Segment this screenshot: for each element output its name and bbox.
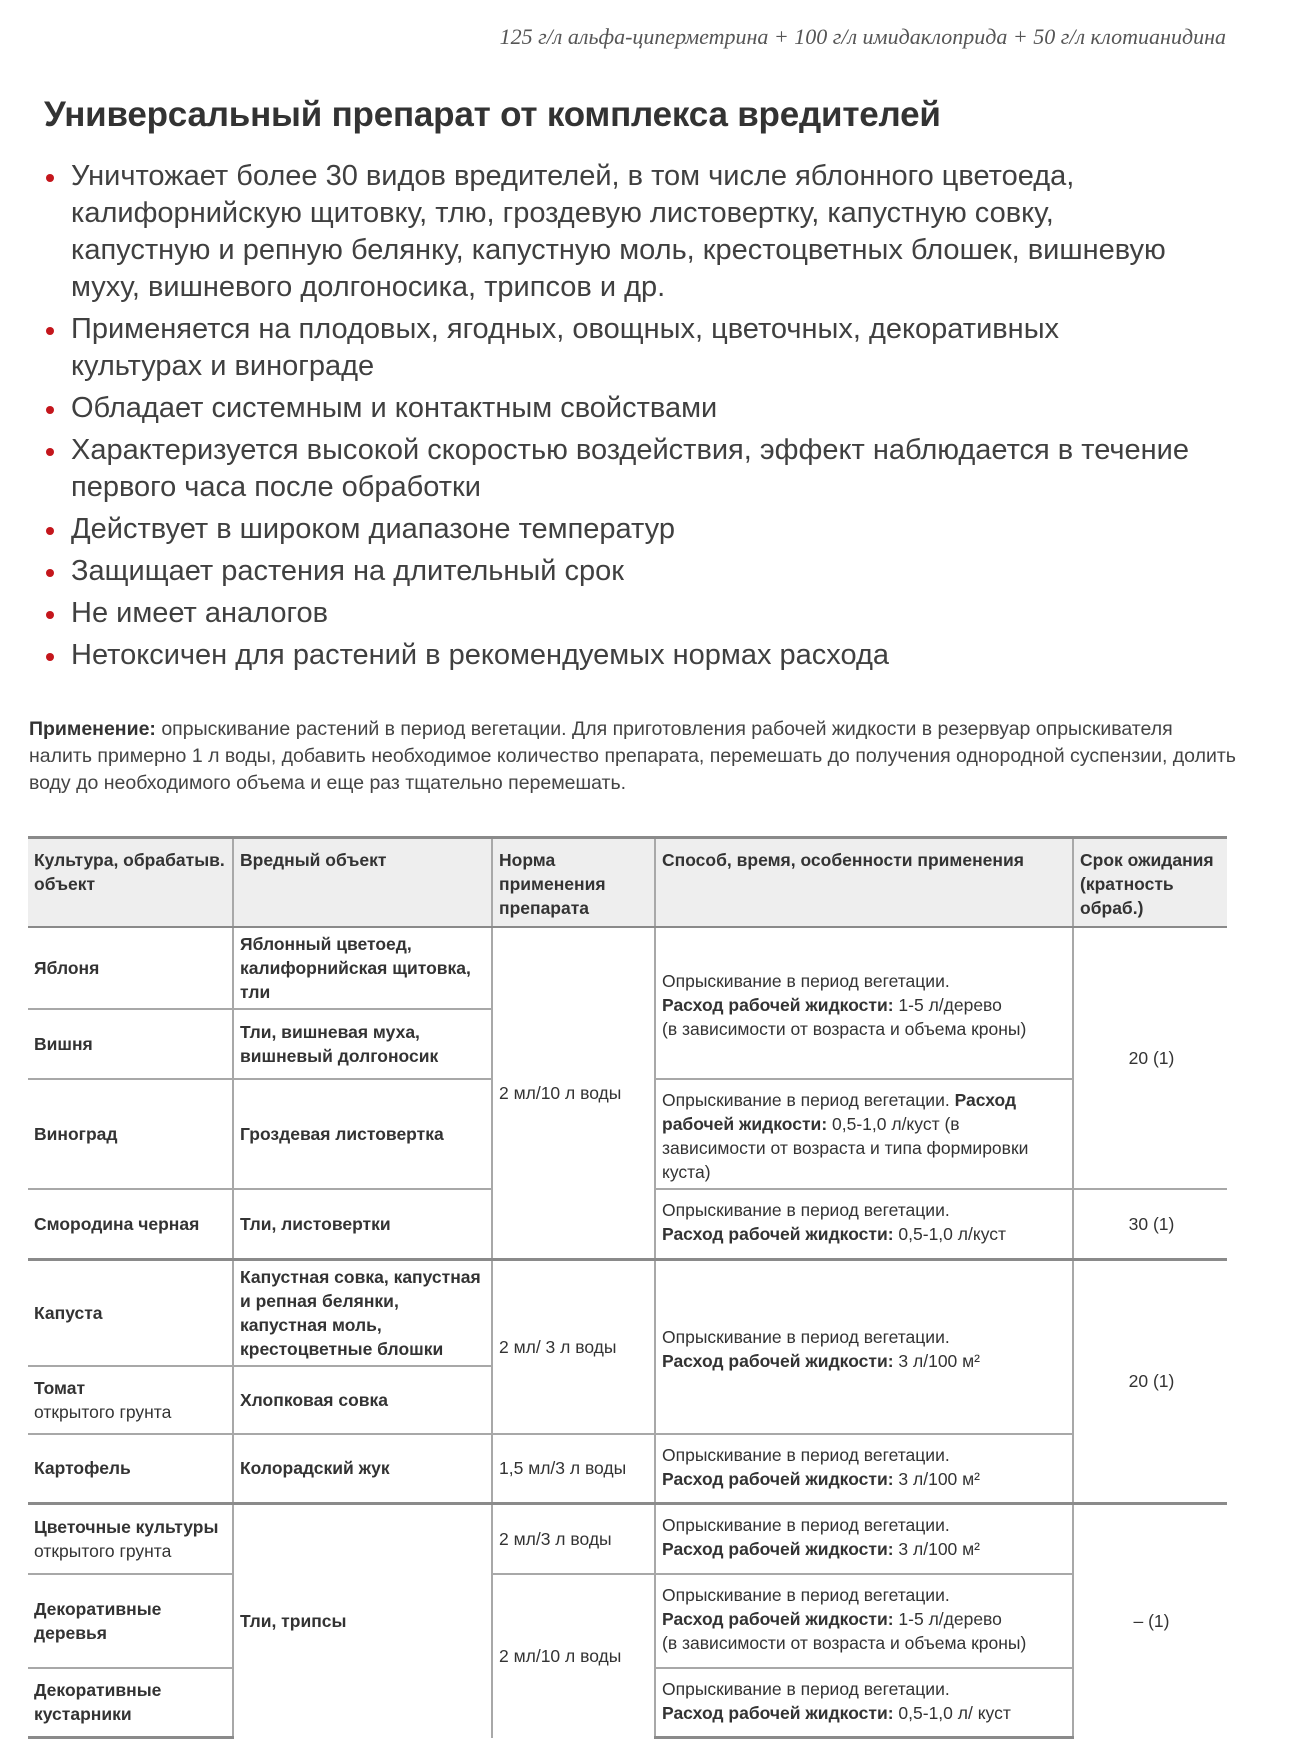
bullet-icon — [46, 174, 54, 182]
table-row — [28, 1434, 1227, 1504]
rate-cell: 1,5 мл/3 л воды — [492, 1434, 655, 1504]
bullet-icon — [46, 327, 54, 335]
pest-cell: Гроздевая листовертка — [233, 1079, 492, 1189]
rate-cell: 2 мл/10 л воды — [492, 1574, 655, 1738]
rate-cell: 2 мл/3 л воды — [492, 1504, 655, 1574]
header-rate: Норма применения препарата — [492, 838, 655, 928]
wait-cell: 30 (1) — [1073, 1189, 1227, 1259]
method-cell: Опрыскивание в период вегетации. Расход рабочей жидкости: 3 л/100 м² — [655, 1259, 1073, 1434]
bullet-icon — [46, 653, 54, 661]
crop-cell: Декоративные кустарники — [28, 1668, 233, 1738]
pest-cell: Тли, трипсы — [233, 1504, 492, 1738]
list-item: Применяется на плодовых, ягодных, овощных, цветочных, декоративных культурах и винограде — [44, 311, 1194, 385]
header-method: Способ, время, особенности применения — [655, 838, 1073, 928]
pest-cell: Колорадский жук — [233, 1434, 492, 1504]
rate-cell: 2 мл/10 л воды — [492, 927, 655, 1259]
bullet-icon — [46, 406, 54, 414]
table-row — [28, 1574, 1227, 1668]
wait-cell: – (1) — [1073, 1504, 1227, 1738]
crop-cell: Декоративные деревья — [28, 1574, 233, 1668]
crop-cell: Яблоня — [28, 927, 233, 1009]
list-item: Обладает системным и контактным свойствами — [44, 390, 1194, 427]
header-crop: Культура, обрабатыв. объект — [28, 838, 233, 928]
table-row — [28, 927, 1227, 1009]
wait-cell: 20 (1) — [1073, 927, 1227, 1189]
list-item: Характеризуется высокой скоростью воздействия, эффект наблюдается в течение первого часа после обработки — [44, 432, 1194, 506]
bullet-icon — [46, 448, 54, 456]
list-item: Нетоксичен для растений в рекомендуемых нормах расхода — [44, 637, 1194, 674]
table-row — [28, 1504, 1227, 1574]
method-cell: Опрыскивание в период вегетации. Расход рабочей жидкости: 3 л/100 м² — [655, 1434, 1073, 1504]
table-row — [28, 1259, 1227, 1366]
crop-cell: Виноград — [28, 1079, 233, 1189]
header-wait: Срок ожидания (кратность обраб.) — [1073, 838, 1227, 928]
method-cell: Опрыскивание в период вегетации. Расход рабочей жидкости: 1-5 л/дерево (в зависимости от возраста и объема кроны) — [655, 1574, 1073, 1668]
crop-cell: Капуста — [28, 1259, 233, 1366]
list-item: Уничтожает более 30 видов вредителей, в том числе яблонного цветоеда, калифорнийскую щитовку, тлю, гроздевую листовертку, капустную совку, капустную и репную белянку, капустную моль, крестоцветных блошек, вишневую муху, вишневого долгоносика, трипсов и др. — [44, 158, 1194, 306]
bullet-icon — [46, 527, 54, 535]
active-ingredients: 125 г/л альфа-циперметрина + 100 г/л имидаклоприда + 50 г/л клотианидина — [499, 24, 1226, 49]
application-table — [28, 836, 1227, 1739]
list-item: Не имеет аналогов — [44, 595, 1194, 632]
usage-text: опрыскивание растений в период вегетации. Для приготовления рабочей жидкости в резервуар опрыскивателя налить примерно 1 л воды, добавить необходимое количество препарата, перемешать до получения однородной суспензии, долить воду до необходимого объема и еще раз тщательно перемешать. — [29, 718, 1236, 794]
pest-cell: Капустная совка, капустная и репная белянки, капустная моль, крестоцветные блошки — [233, 1259, 492, 1366]
pest-cell: Тли, листовертки — [233, 1189, 492, 1259]
crop-cell: Картофель — [28, 1434, 233, 1504]
method-cell: Опрыскивание в период вегетации. Расход рабочей жидкости: 0,5-1,0 л/куст (в зависимости от возраста и типа формировки куста) — [655, 1079, 1073, 1189]
table-header-row — [28, 838, 1227, 928]
crop-cell: Смородина черная — [28, 1189, 233, 1259]
crop-cell: Цветочные культуры открытого грунта — [28, 1504, 233, 1574]
crop-cell: Вишня — [28, 1009, 233, 1079]
bullet-icon — [46, 569, 54, 577]
rate-cell: 2 мл/ 3 л воды — [492, 1259, 655, 1434]
header-pest: Вредный объект — [233, 838, 492, 928]
wait-cell: 20 (1) — [1073, 1259, 1227, 1504]
list-item: Защищает растения на длительный срок — [44, 553, 1194, 590]
method-cell: Опрыскивание в период вегетации. Расход рабочей жидкости: 3 л/100 м² — [655, 1504, 1073, 1574]
usage-paragraph — [29, 716, 1241, 797]
page-title: Универсальный препарат от комплекса вредителей — [44, 95, 941, 134]
method-cell: Опрыскивание в период вегетации. Расход рабочей жидкости: 1-5 л/дерево (в зависимости от возраста и объема кроны) — [655, 927, 1073, 1079]
method-cell: Опрыскивание в период вегетации. Расход рабочей жидкости: 0,5-1,0 л/ куст — [655, 1668, 1073, 1738]
method-cell: Опрыскивание в период вегетации. Расход рабочей жидкости: 0,5-1,0 л/куст — [655, 1189, 1073, 1259]
bullet-icon — [46, 611, 54, 619]
feature-list — [44, 158, 1194, 679]
list-item: Действует в широком диапазоне температур — [44, 511, 1194, 548]
crop-cell: Томат открытого грунта — [28, 1366, 233, 1434]
pest-cell: Яблонный цветоед, калифорнийская щитовка, тли — [233, 927, 492, 1009]
usage-label: Применение: — [29, 718, 156, 740]
pest-cell: Хлопковая совка — [233, 1366, 492, 1434]
pest-cell: Тли, вишневая муха, вишневый долгоносик — [233, 1009, 492, 1079]
